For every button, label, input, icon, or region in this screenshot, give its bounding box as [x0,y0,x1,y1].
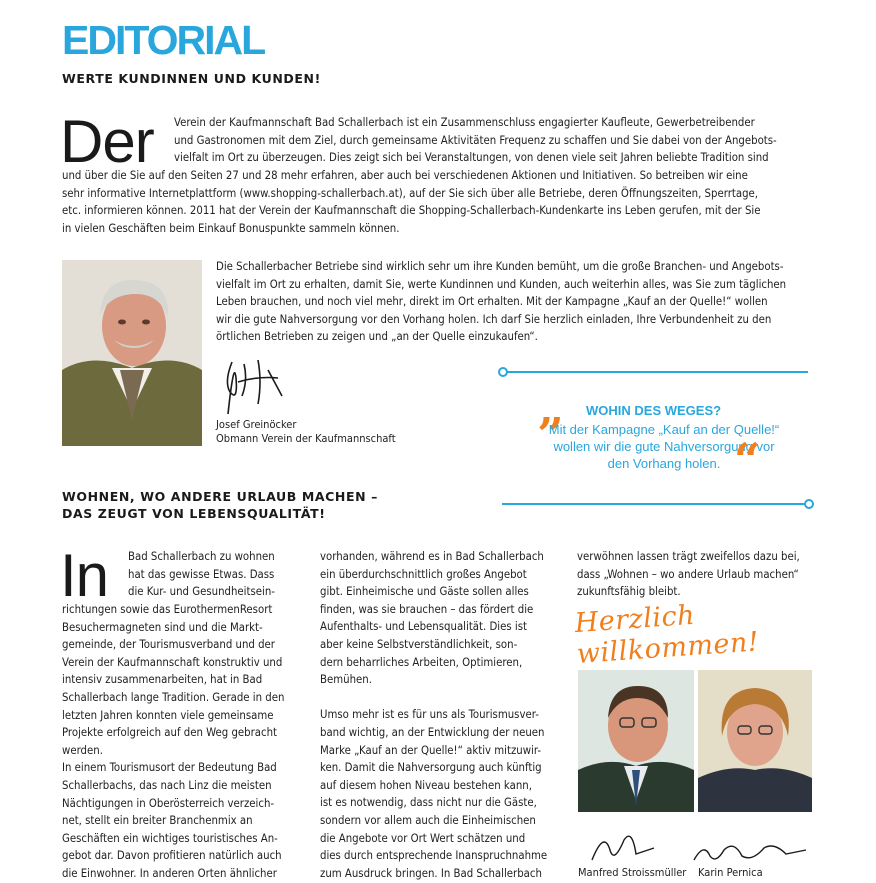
page-title: EDITORIAL [62,17,265,63]
text-line: etc. informieren können. 2011 hat der Verein der Kaufmannschaft die Shopping-Schallerbach-Kundenkarte ins Leben gerufen, mit der Sie [62,204,761,218]
text-line: In einem Tourismusort der Bedeutung Bad [62,761,277,775]
text-line: wir die gute Nahversorgung vor den Vorhang holen. Ich darf Sie herzlich einladen, Ihre Verbundenheit zu den [216,312,772,326]
quote-close-icon: “ [734,433,761,487]
section2-title-line2: DAS ZEUGT VON LEBENSQUALITÄT! [62,506,326,521]
text-line: in vielen Geschäften beim Einkauf Bonuspunkte sammeln können. [62,221,400,235]
portrait-josef-image [62,260,202,446]
portrait-karin-image [698,670,812,812]
editorial-subtitle: WERTE KUNDINNEN UND KUNDEN! [62,71,321,86]
text-line: ein überdurchschnittlich großes Angebot [320,567,527,581]
col3 [577,548,800,601]
intro-lines-a [174,114,777,167]
intro-lines-b [62,167,761,237]
text-line: zum Ausdruck bringen. In Bad Schallerbach [320,866,542,880]
portrait-karin [698,670,812,812]
text-line: Bemühen. [320,673,372,687]
text-line: werden. [62,743,103,757]
dropcap-der: Der [60,108,154,175]
portrait-manfred [578,670,694,812]
text-line: aber keine Selbstverständlichkeit, son- [320,637,518,651]
quote-open-icon: „ [538,381,565,435]
text-line: richtungen sowie das EurothermenResort [62,603,273,616]
text-line: verwöhnen lassen trägt zweifellos dazu bei, [577,550,800,563]
caption-manfred: Manfred Stroissmüller [578,866,687,879]
quote-heading: WOHIN DES WEGES? [586,403,722,418]
text-line: und über die Sie auf den Seiten 27 und 28 mehr erfahren, aber auch bei verschiedenen Aktionen und Initiativen. So betreiben wir eine [62,169,748,182]
text-line: intensiv zusammenarbeiten, hat in Bad [62,673,263,687]
text-line: band wichtig, an der Entwicklung der neuen [320,725,545,739]
text-line: Verein der Kaufmannschaft Bad Schallerbach ist ein Zusammenschluss engagierter Kaufleute, Gewerbetreibender [174,116,755,129]
text-line: Projekte erfolgreich auf den Weg gebracht [62,726,278,740]
quote-rule-dot-right [804,499,814,509]
text-line: gemeinde, der Tourismusverband und der [62,638,275,652]
second-paragraph [216,258,786,346]
signature-caption [216,418,396,446]
col1-top [128,548,275,601]
text-line: und Gastronomen mit dem Ziel, durch gemeinsame Aktivitäten Frequenz zu schaffen und Sie dabei von der Angebots- [174,133,777,147]
quote-rule-bottom [502,503,808,505]
text-line: Leben brauchen, und noch viel mehr, direkt im Ort erhalten. Mit der Kampagne „Kauf an der Quelle!“ wollen [216,295,768,309]
text-line: sehr informative Internetplattform (www.shopping-schallerbach.at), auf der Sie sich über alle Betriebe, deren Öffnungszeiten, Sperrtage, [62,186,759,200]
quote-line: Mit der Kampagne „Kauf an der Quelle!“ [548,422,780,437]
text-line: örtlichen Betrieben zu zeigen und „an der Quelle einzukaufen“. [216,330,538,344]
text-line: vielfalt im Ort zu erhalten, damit Sie, werte Kundinnen und Kunden, auch weiterhin alles, was Sie zum täglichen [216,277,787,291]
text-line: Besuchermagneten sind und die Markt- [62,620,263,634]
section2-title-line1: WOHNEN, WO ANDERE URLAUB MACHEN – [62,489,378,504]
text-line: Umso mehr ist es für uns als Tourismusver- [320,708,539,722]
text-line: Schallerbachs, das nach Linz die meisten [62,778,272,792]
text-line: Marke „Kauf an der Quelle!“ aktiv mitzuwir- [320,743,542,757]
signature-josef [218,352,298,420]
text-line [320,689,547,707]
text-line: Verein der Kaufmannschaft konstruktiv und [62,655,283,669]
quote-rule-dot-left [498,367,508,377]
text-line: finden, was sie brauchen – das fördert die [320,602,534,616]
text-line: gibt. Einheimische und Gäste sollen alles [320,585,529,599]
quote-line: den Vorhang holen. [607,456,721,471]
text-line: zukunftsfähig bleibt. [577,585,681,599]
quote-body [514,421,814,472]
portrait-manfred-image [578,670,694,812]
text-line: Schallerbach lange Tradition. Gerade in den [62,690,285,704]
text-line: hat das gewisse Etwas. Dass [128,567,275,581]
text-line: ken. Damit die Nahversorgung auch künftig [320,761,542,775]
text-line: die Angebote vor Ort Wert schätzen und [320,831,526,845]
text-line: net, stellt ein breiter Branchenmix an [62,814,253,828]
text-line: letzten Jahren konnten viele gemeinsame [62,708,274,722]
text-line: vielfalt im Ort zu überzeugen. Dies zeigt sich bei Veranstaltungen, von denen viele seit Jahren beliebte Tradition sind [174,151,769,165]
portrait-josef [62,260,202,446]
signature-role: Obmann Verein der Kaufmannschaft [216,432,396,445]
text-line: Aufenthalts- und Lebensqualität. Dies ist [320,620,527,634]
text-line: gebot dar. Davon profitieren natürlich auch [62,849,282,863]
text-line: vorhanden, während es in Bad Schallerbach [320,550,544,563]
dropcap-in: In [60,542,109,609]
text-line: dern beharrliches Arbeiten, Optimieren, [320,655,523,669]
text-line: Nächtigungen in Oberösterreich verzeich- [62,796,275,810]
col1-rest [62,601,284,883]
signature-karin [690,836,810,866]
signature-name: Josef Greinöcker [216,418,297,431]
text-line: die Einwohner. In anderen Orten ähnlicher [62,866,277,880]
signature-manfred [584,820,664,868]
quote-line: wollen wir die gute Nahversorgung vor [553,439,775,454]
text-line: dass „Wohnen – wo andere Urlaub machen“ [577,567,799,581]
text-line: auf diesem hohen Niveau bestehen kann, [320,778,532,792]
col2 [320,548,547,882]
text-line: Geschäften ein wichtiges touristisches An- [62,831,278,845]
text-line: Bad Schallerbach zu wohnen [128,550,275,563]
text-line: die Kur- und Gesundheitsein- [128,585,275,599]
quote-rule-top [502,371,808,373]
text-line: Die Schallerbacher Betriebe sind wirklich sehr um ihre Kunden bemüht, um die große Branchen- und Angebots- [216,260,784,273]
greeting-script: Herzlich willkommen! [573,599,761,670]
text-line: dies durch entsprechende Inanspruchnahme [320,849,548,863]
caption-karin: Karin Pernica [698,866,763,879]
section2-title [62,488,378,522]
text-line: ist es notwendig, dass nicht nur die Gäste, [320,796,537,810]
text-line: sondern vor allem auch die Einheimischen [320,813,536,827]
